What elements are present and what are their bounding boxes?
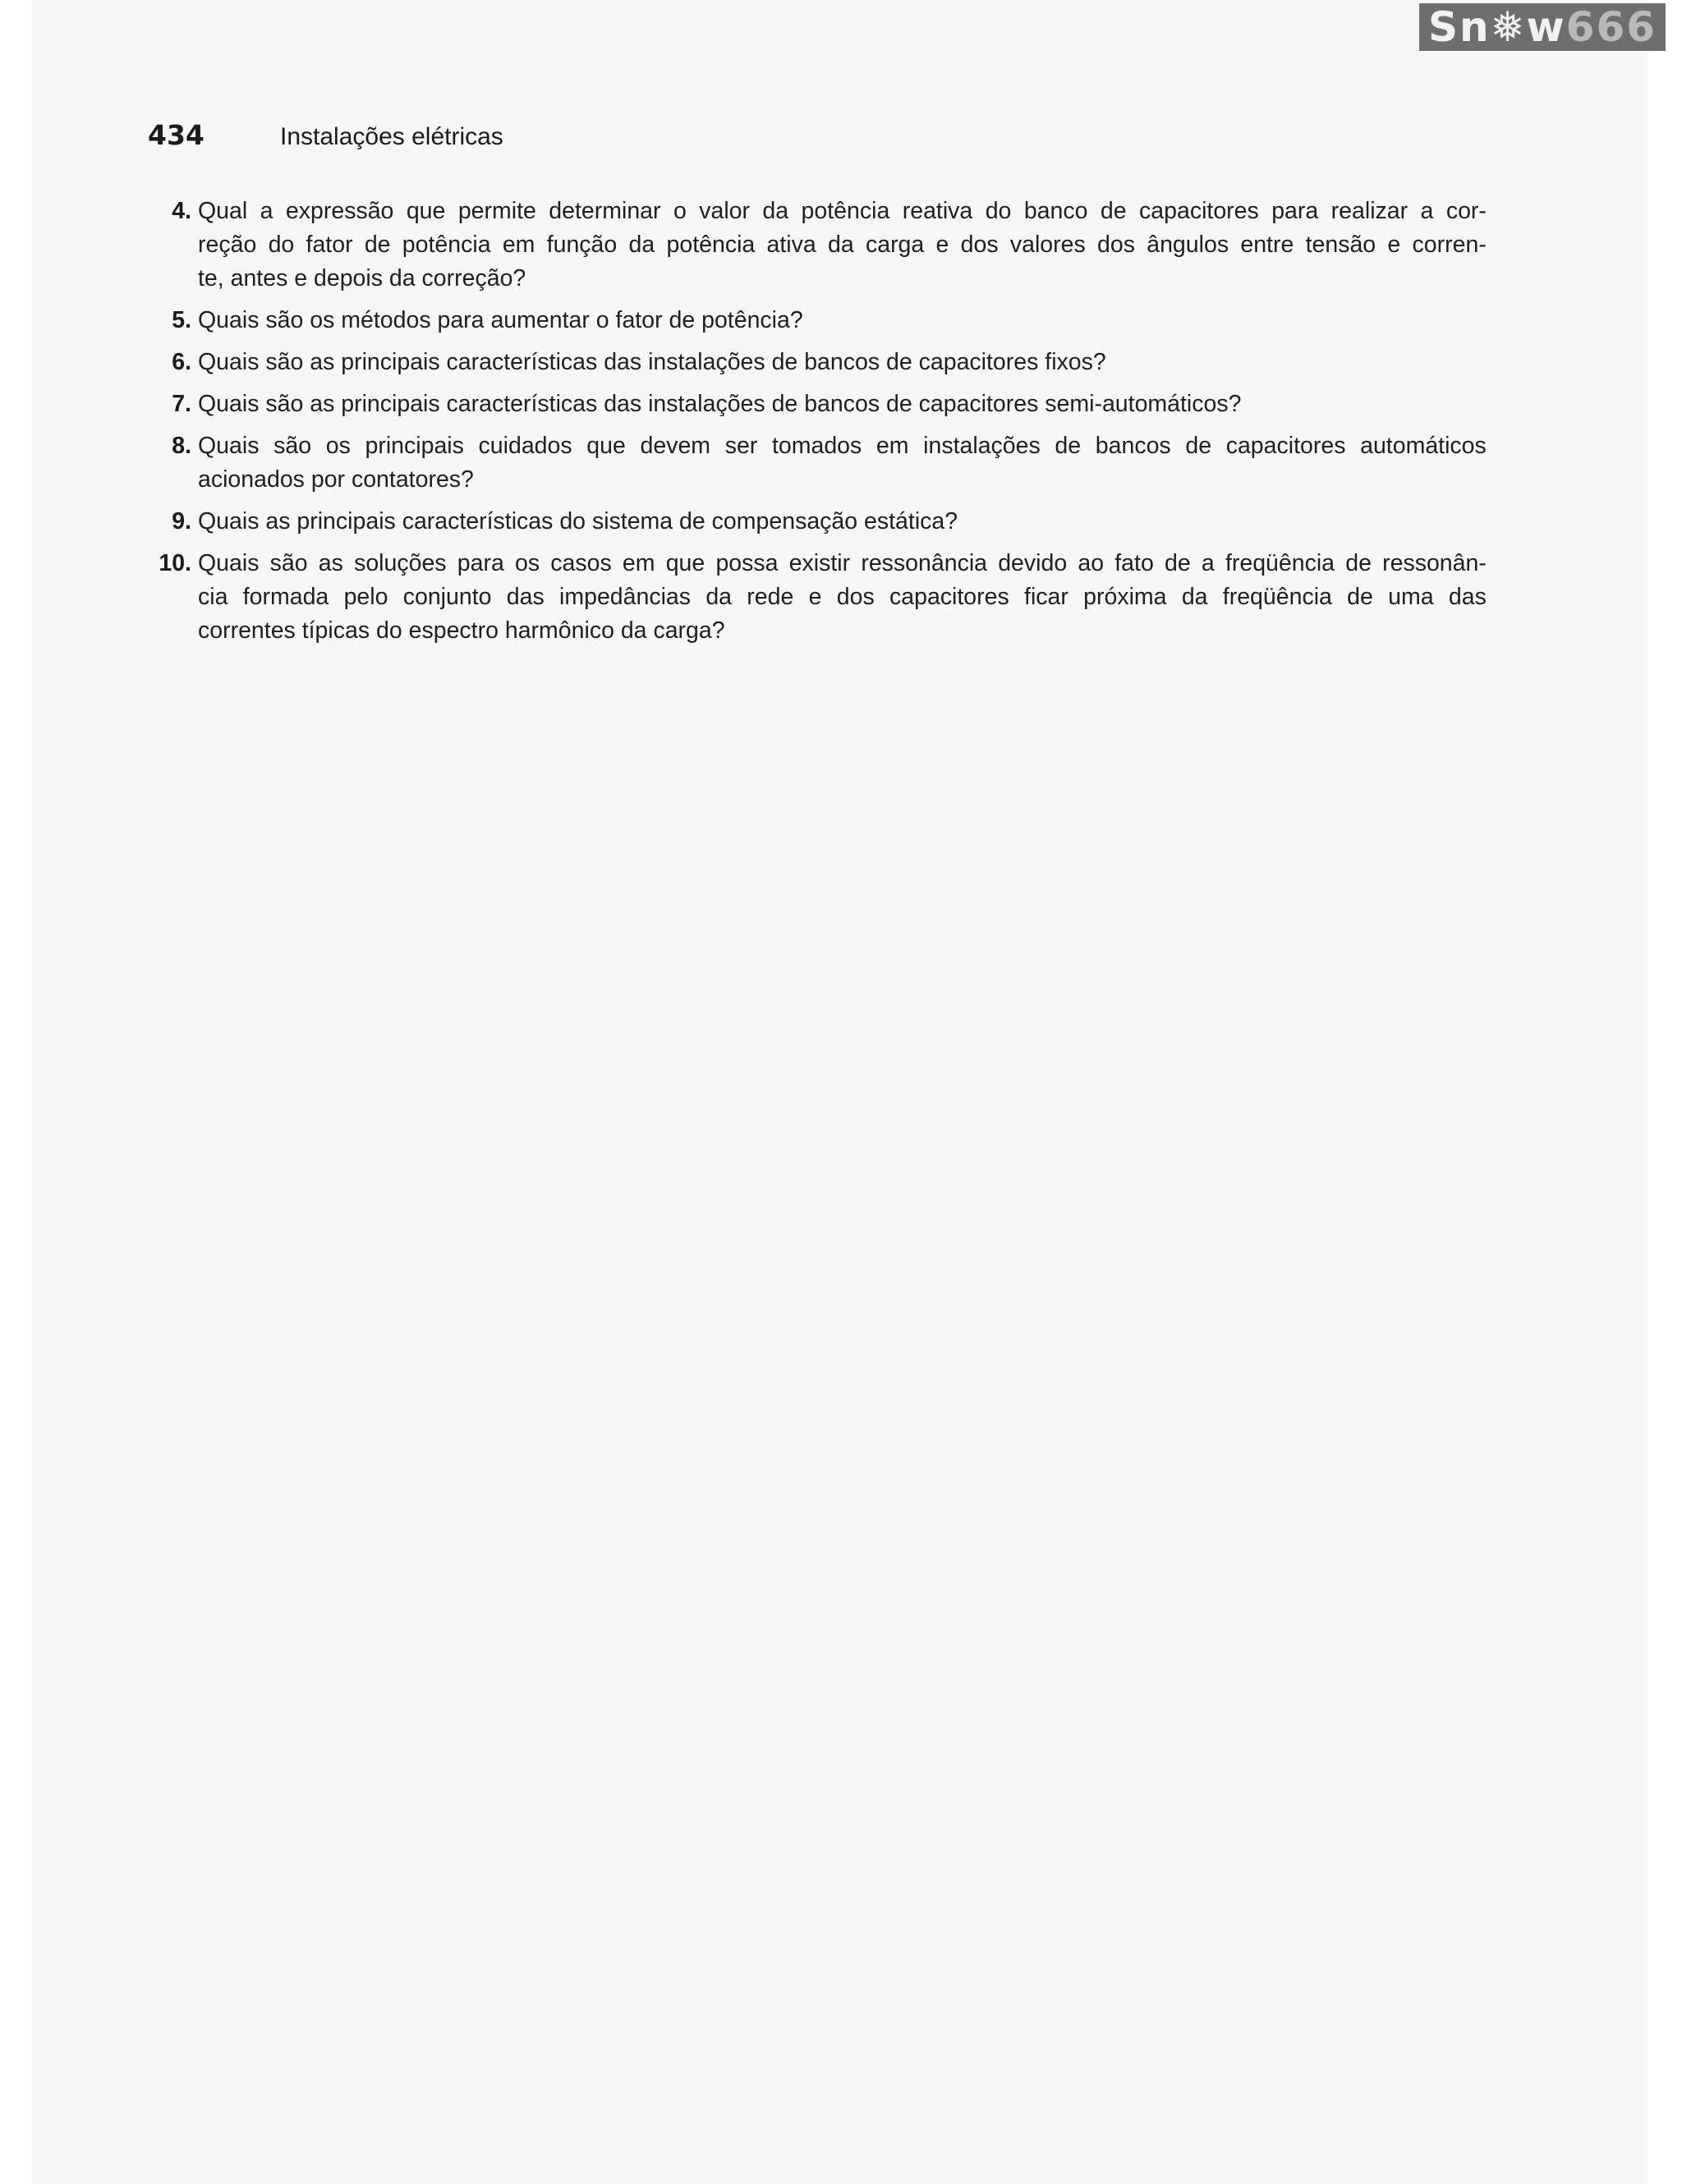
question-line: correntes típicas do espectro harmônico da carga?: [198, 617, 725, 644]
question-line: Qual a expressão que permite determinar o valor da potência reativa do banco de capacitores para realizar a cor-: [198, 198, 1487, 224]
question-number: 9.: [172, 508, 191, 535]
question-item: [148, 195, 1487, 296]
page-number: 434: [148, 119, 205, 151]
question-text: [198, 505, 1487, 539]
question-line: Quais as principais características do sistema de compensação estática?: [198, 508, 958, 535]
question-line: reção do fator de potência em função da potência ativa da carga e dos valores dos ângulos entre tensão e corren-: [198, 232, 1487, 258]
question-item: [148, 429, 1487, 497]
question-line: te, antes e depois da correção?: [198, 265, 526, 291]
question-line: Quais são as principais características das instalações de bancos de capacitores fixos?: [198, 349, 1106, 375]
question-text: [198, 304, 1487, 337]
watermark-snow-text: Sn❅w: [1427, 3, 1566, 51]
watermark-number-text: 666: [1565, 3, 1657, 51]
question-line: Quais são as principais características das instalações de bancos de capacitores semi-automáticos?: [198, 391, 1242, 417]
question-line: Quais são os métodos para aumentar o fator de potência?: [198, 307, 803, 333]
question-number: 4.: [172, 198, 191, 224]
question-text: [198, 388, 1487, 421]
question-list: [148, 195, 1487, 656]
question-line: Quais são os principais cuidados que devem ser tomados em instalações de bancos de capacitores automáticos: [198, 433, 1487, 459]
question-line: cia formada pelo conjunto das impedâncias da rede e dos capacitores ficar próxima da freqüência de uma das: [198, 584, 1487, 610]
question-item: [148, 304, 1487, 337]
running-head: [148, 119, 503, 151]
question-text: [198, 195, 1487, 296]
question-number: 6.: [172, 349, 191, 375]
watermark-logo: [1419, 3, 1666, 51]
running-title: Instalações elétricas: [280, 123, 503, 150]
question-line: acionados por contatores?: [198, 466, 474, 493]
question-text: [198, 429, 1487, 497]
question-number: 8.: [172, 433, 191, 459]
question-item: [148, 346, 1487, 379]
question-item: [148, 388, 1487, 421]
question-text: [198, 346, 1487, 379]
question-text: [198, 547, 1487, 648]
question-number: 10.: [159, 550, 191, 576]
question-item: [148, 505, 1487, 539]
question-line: Quais são as soluções para os casos em que possa existir ressonância devido ao fato de a freqüência de ressonân-: [198, 550, 1487, 576]
question-number: 7.: [172, 391, 191, 417]
question-item: [148, 547, 1487, 648]
question-number: 5.: [172, 307, 191, 333]
